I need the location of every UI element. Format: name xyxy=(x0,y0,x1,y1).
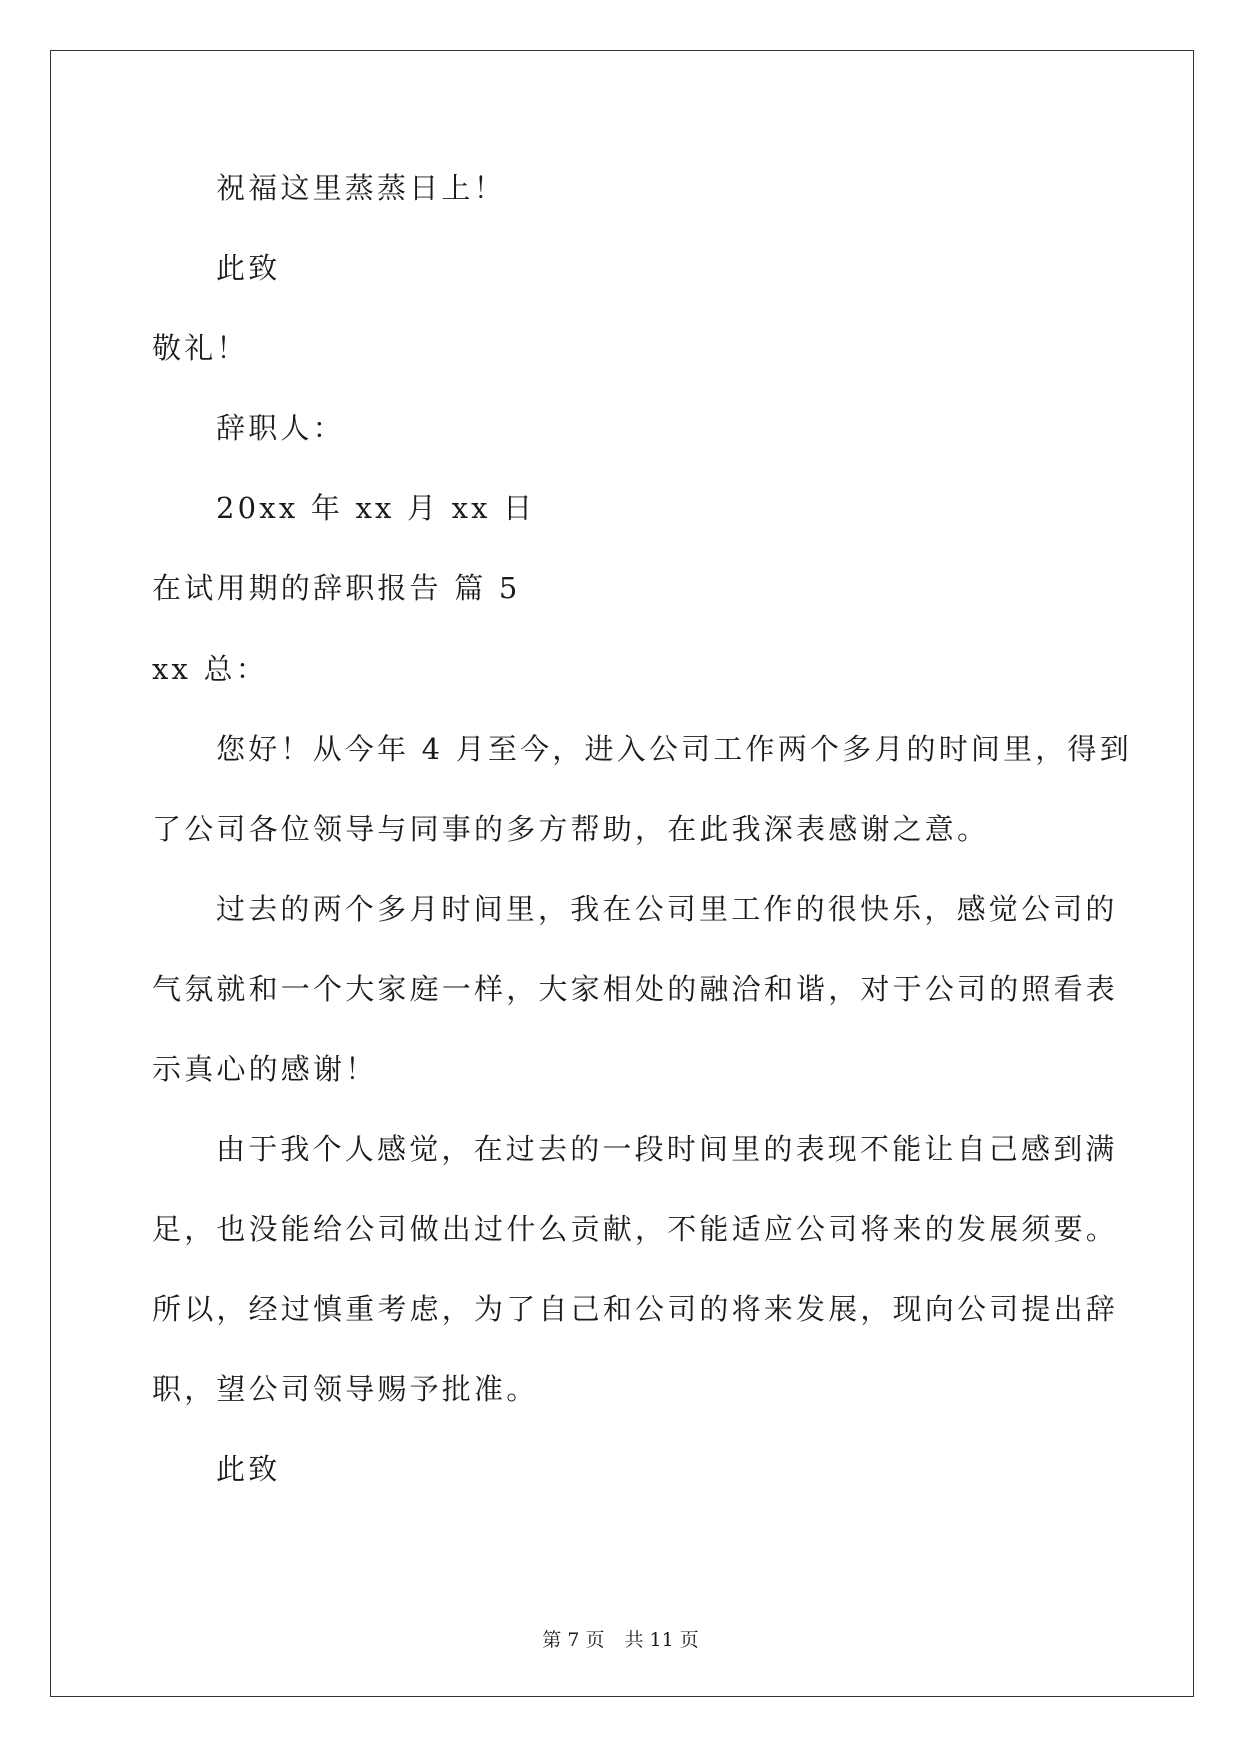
paragraph-3-line-3: 所以，经过慎重考虑，为了自己和公司的将来发展，现向公司提出辞 xyxy=(152,1292,1119,1326)
paragraph-3-line-2: 足，也没能给公司做出过什么贡献，不能适应公司将来的发展须要。 xyxy=(152,1212,1119,1246)
section-heading: 在试用期的辞职报告 篇 5 xyxy=(152,571,521,605)
page-total: 共 11 页 xyxy=(624,1629,699,1651)
recipient-line: xx 总： xyxy=(152,652,268,686)
paragraph-2-line-3: 示真心的感谢！ xyxy=(152,1052,378,1086)
page-footer xyxy=(0,1628,1241,1652)
paragraph-2-line-2: 气氛就和一个大家庭一样，大家相处的融洽和谐，对于公司的照看表 xyxy=(152,972,1119,1006)
date-line: 20xx 年 xx 月 xx 日 xyxy=(216,491,536,525)
paragraph-3-line-1: 由于我个人感觉，在过去的一段时间里的表现不能让自己感到满 xyxy=(216,1132,1118,1166)
salutation-jingli: 敬礼！ xyxy=(152,331,249,365)
paragraph-2-line-1: 过去的两个多月时间里，我在公司里工作的很快乐，感觉公司的 xyxy=(216,892,1118,926)
page-number: 第 7 页 xyxy=(542,1629,605,1651)
paragraph-1-line-1: 您好！从今年 4 月至今，进入公司工作两个多月的时间里，得到 xyxy=(216,732,1132,766)
salutation-cizhi-2: 此致 xyxy=(216,1452,281,1486)
closing-wish: 祝福这里蒸蒸日上！ xyxy=(216,171,506,205)
signature-label: 辞职人： xyxy=(216,411,345,445)
salutation-cizhi: 此致 xyxy=(216,251,281,285)
paragraph-1-line-2: 了公司各位领导与同事的多方帮助，在此我深表感谢之意。 xyxy=(152,812,990,846)
paragraph-3-line-4: 职，望公司领导赐予批准。 xyxy=(152,1372,539,1406)
